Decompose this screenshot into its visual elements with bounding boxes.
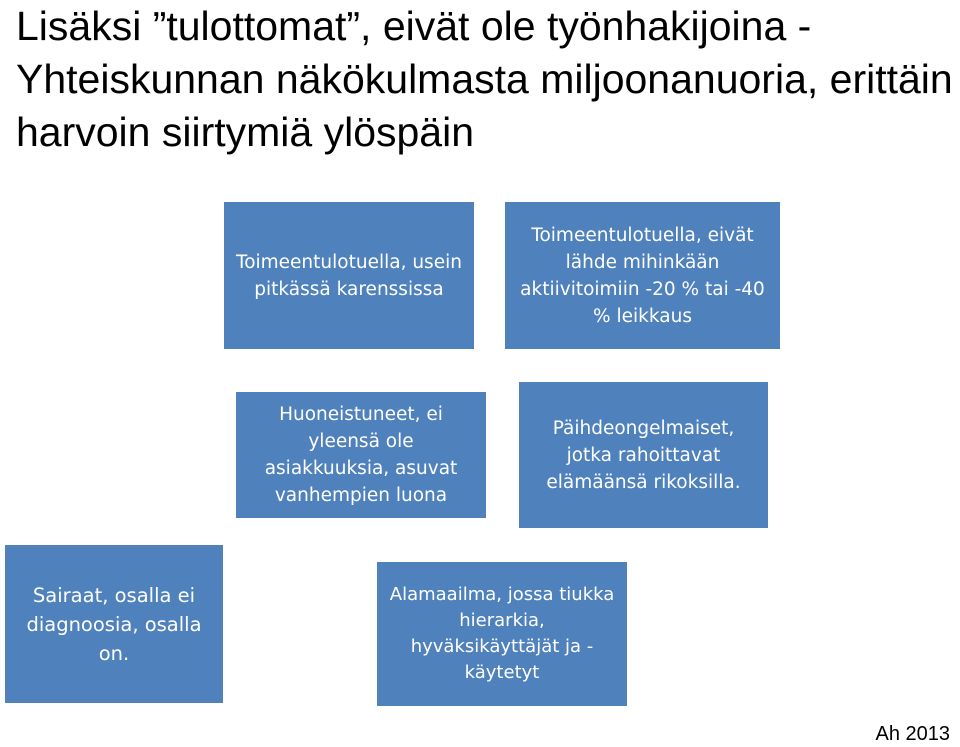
box-huoneistuneet bbox=[234, 390, 488, 520]
box-label: Toimeentulotuella, usein pitkässä karenssissa bbox=[236, 251, 462, 300]
footer-credit: Ah 2013 bbox=[875, 723, 950, 745]
box-label: Alamaailma, jossa tiukka hierarkia, hyväksikäyttäjät ja -käytetyt bbox=[389, 584, 615, 683]
box-label: Toimeentulotuella, eivät lähde mihinkään aktiivitoimiin -20 % tai -40 % leikkaus bbox=[520, 224, 765, 327]
box-aktiivitoimiin-leikkaus bbox=[503, 200, 782, 351]
box-paihdeongelmaiset bbox=[517, 380, 770, 530]
box-label: Päihdeongelmaiset, jotka rahoittavat elämäänsä rikoksilla. bbox=[546, 417, 741, 493]
box-label: Huoneistuneet, ei yleensä ole asiakkuuksia, asuvat vanhempien luona bbox=[264, 404, 458, 506]
box-label: Sairaat, osalla ei diagnoosia, osalla on. bbox=[26, 583, 202, 665]
box-alamaailma bbox=[375, 560, 629, 708]
slide-title: Lisäksi ”tulottomat”, eivät ole työnhakijoina - Yhteiskunnan näkökulmasta miljoonanuoria, erittäin harvoin siirtymiä ylöspäin bbox=[16, 3, 953, 155]
box-pitkassa-karenssissa bbox=[222, 200, 476, 351]
box-sairaat bbox=[3, 543, 225, 705]
